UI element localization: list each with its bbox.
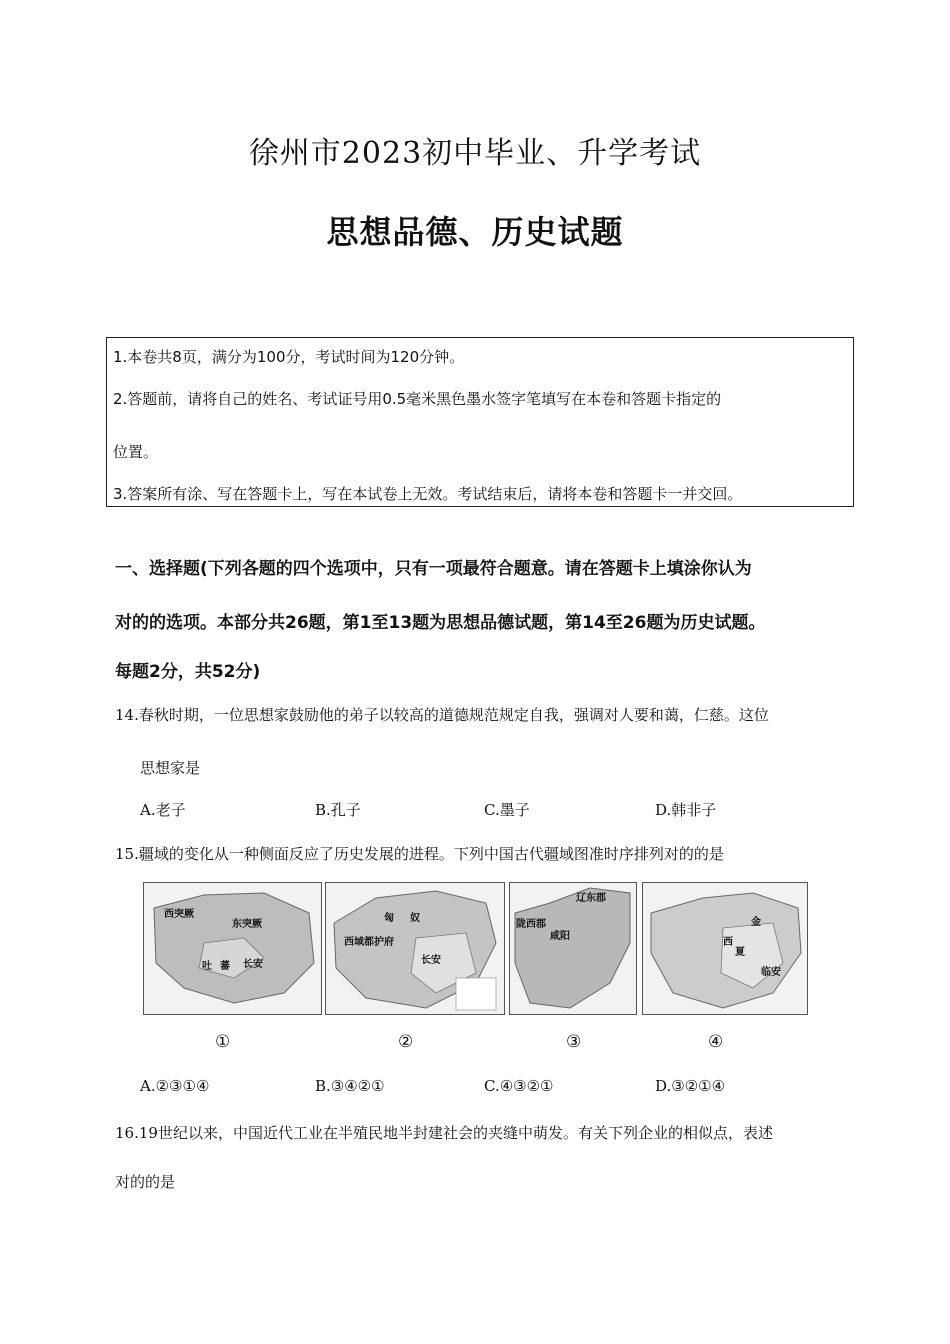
section-text: 对的的选项。本部分共26题，第1至13题为思想品德试题，第14至26题为历史试题。 <box>115 613 766 633</box>
exam-title: 徐州市2023初中毕业、升学考试 <box>248 136 702 171</box>
exam-subtitle: 思想品德、历史试题 <box>326 213 624 251</box>
map2-label: 长安 <box>421 955 441 966</box>
q16-stem-cont: 对的的是 <box>115 1173 176 1191</box>
map2-label: 西域都护府 <box>344 937 394 948</box>
map4-label: 金 <box>751 917 761 928</box>
q14-option-b: B.孔子 <box>315 801 361 819</box>
map4-label: 西 <box>723 937 733 948</box>
map1-label: 东突厥 <box>232 919 262 930</box>
q14-option-d: D.韩非子 <box>655 801 717 819</box>
map-song <box>642 882 808 1015</box>
notice-line: 位置。 <box>113 443 159 461</box>
q15-option-d: D.③②①④ <box>655 1077 726 1095</box>
map4-label: 夏 <box>735 947 745 958</box>
map3-label: 陇西郡 <box>516 919 546 930</box>
map1-label: 长安 <box>243 959 263 970</box>
section-text: 每题2分，共52分) <box>115 662 261 682</box>
map1-label: 西突厥 <box>164 909 194 920</box>
q15-option-a: A.②③①④ <box>140 1077 210 1095</box>
notice-box <box>106 337 854 507</box>
q15-stem: 15.疆域的变化从一种侧面反应了历史发展的进程。下列中国古代疆域图准时序排列对的的是 <box>115 845 724 863</box>
map3-label: 辽东郡 <box>576 893 606 904</box>
q14-stem: 14.春秋时期，一位思想家鼓励他的弟子以较高的道德规范规定自我，强调对人要和蔼，仁慈。这位 <box>115 706 769 724</box>
map-strip <box>0 882 950 1017</box>
map4-label: 临安 <box>761 967 781 978</box>
q15-option-b: B.③④②① <box>315 1077 385 1095</box>
notice-line: 3.答案所有涂、写在答题卡上，写在本试卷上无效。考试结束后，请将本卷和答题卡一并交回。 <box>113 485 743 503</box>
map-han <box>325 882 505 1015</box>
notice-line: 2.答题前，请将自己的姓名、考试证号用0.5毫米黑色墨水签字笔填写在本卷和答题卡指定的 <box>113 390 722 408</box>
map-tang <box>143 882 322 1015</box>
q14-option-a: A.老子 <box>140 801 186 819</box>
map-number: ③ <box>566 1032 582 1052</box>
map-number: ② <box>398 1032 414 1052</box>
map2-label: 奴 <box>410 913 420 924</box>
section-heading: 一、选择题(下列各题的四个选项中，只有一项最符合题意。请在答题卡上填涂你认为 <box>115 559 752 579</box>
map-number: ① <box>215 1032 231 1052</box>
q15-option-c: C.④③②① <box>484 1077 554 1095</box>
map-qin <box>509 882 637 1015</box>
notice-line: 1.本卷共8页，满分为100分，考试时间为120分钟。 <box>113 348 465 366</box>
map3-label: 咸阳 <box>550 931 570 942</box>
q14-stem-cont: 思想家是 <box>140 759 201 777</box>
q16-stem: 16.19世纪以来，中国近代工业在半殖民地半封建社会的夹缝中萌发。有关下列企业的相似点，表述 <box>115 1124 773 1142</box>
q14-option-c: C.墨子 <box>484 801 530 819</box>
map2-label: 匈 <box>384 913 394 924</box>
map-number: ④ <box>708 1032 724 1052</box>
map1-label: 蕃 <box>220 961 230 972</box>
map1-label: 吐 <box>202 961 212 972</box>
